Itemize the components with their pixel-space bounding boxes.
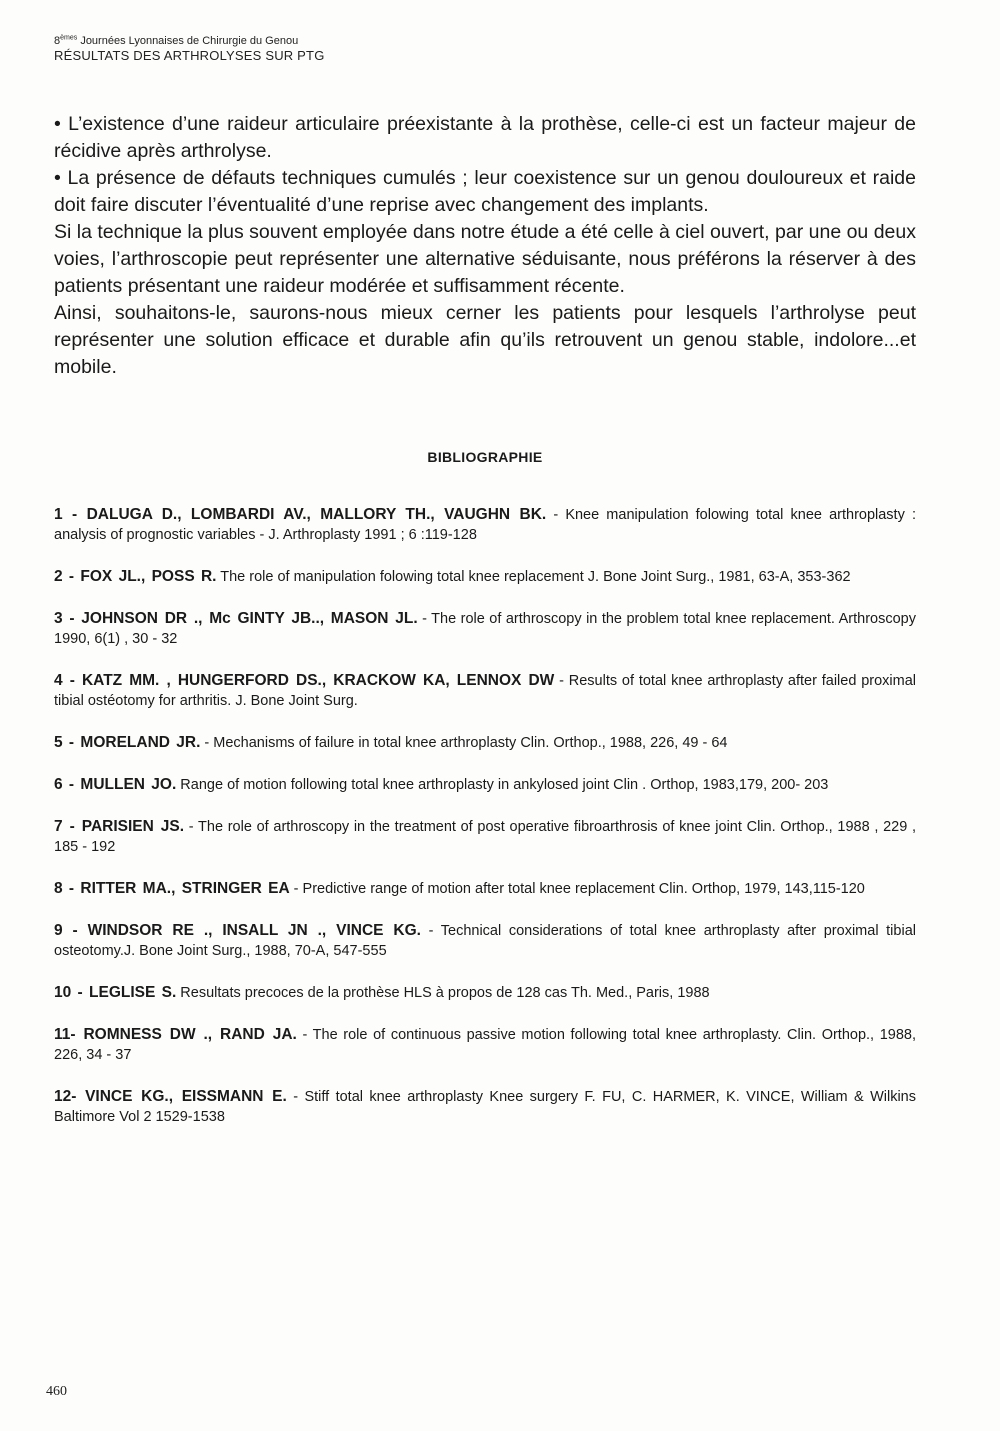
reference-text: - Stiff total knee arthroplasty Knee surgery F. FU, C. HARMER, K. VINCE, William & Wilkins Baltimore Vol 2 1529-1538 bbox=[54, 1089, 916, 1125]
reference-number: 4 - bbox=[54, 672, 82, 689]
page-number: 460 bbox=[46, 1384, 67, 1399]
reference-number: 9 - bbox=[54, 922, 88, 939]
reference-text: Resultats precoces de la prothèse HLS à propos de 128 cas Th. Med., Paris, 1988 bbox=[176, 985, 710, 1001]
reference-text: - Results of total knee arthroplasty after failed proximal tibial ostéotomy for arthritis. J. Bone Joint Surg. bbox=[54, 673, 916, 709]
body-text bbox=[54, 111, 916, 381]
reference-authors: MORELAND JR. bbox=[80, 734, 201, 751]
reference-item bbox=[54, 983, 916, 1003]
reference-text: - Predictive range of motion after total knee replacement Clin. Orthop, 1979, 143,115-120 bbox=[289, 881, 865, 897]
edition-number: 8 bbox=[54, 35, 61, 47]
reference-item bbox=[54, 817, 916, 857]
reference-number: 7 - bbox=[54, 818, 82, 835]
reference-number: 11- bbox=[54, 1026, 84, 1043]
reference-number: 3 - bbox=[54, 610, 82, 627]
running-header bbox=[54, 34, 916, 48]
reference-authors: WINDSOR RE ., INSALL JN ., VINCE KG. bbox=[87, 922, 421, 939]
reference-text: Range of motion following total knee arthroplasty in ankylosed joint Clin . Orthop, 1983,179, 200- 203 bbox=[176, 777, 829, 793]
reference-number: 10 - bbox=[54, 984, 90, 1001]
paragraph: Si la technique la plus souvent employée dans notre étude a été celle à ciel ouvert, par une ou deux voies, l’arthroscopie peut représenter une alternative séduisante, nous préférons la réserver à des patients présentant une raideur modérée et suffisamment récente. bbox=[54, 221, 916, 297]
running-title: RÉSULTATS DES ARTHROLYSES SUR PTG bbox=[54, 48, 325, 63]
paragraph: • La présence de défauts techniques cumulés ; leur coexistence sur un genou douloureux et raide doit faire discuter l’éventualité d’une reprise avec changement des implants. bbox=[54, 167, 916, 216]
reference-authors: KATZ MM. , HUNGERFORD DS., KRACKOW KA, LENNOX DW bbox=[81, 672, 555, 689]
reference-number: 8 - bbox=[54, 880, 81, 897]
reference-item bbox=[54, 671, 916, 711]
reference-text: - The role of continuous passive motion following total knee arthroplasty. Clin. Orthop., 1988, 226, 34 - 37 bbox=[54, 1027, 917, 1063]
reference-authors: LEGLISE S. bbox=[89, 984, 177, 1001]
paragraph: • L’existence d’une raideur articulaire préexistante à la prothèse, celle-ci est un facteur majeur de récidive après arthrolyse. bbox=[54, 113, 916, 162]
reference-authors: JOHNSON DR ., Mc GINTY JB.., MASON JL. bbox=[81, 610, 418, 627]
reference-item bbox=[54, 1025, 916, 1065]
reference-number: 12- bbox=[54, 1088, 86, 1105]
reference-number: 1 - bbox=[54, 506, 87, 523]
reference-item bbox=[54, 505, 916, 545]
reference-item bbox=[54, 567, 916, 587]
reference-text: - The role of arthroscopy in the problem total knee replacement. Arthroscopy 1990, 6(1) , 30 - 32 bbox=[54, 611, 916, 647]
reference-number: 2 - bbox=[54, 568, 81, 585]
reference-text: The role of manipulation folowing total knee replacement J. Bone Joint Surg., 1981, 63-A, 353-362 bbox=[216, 569, 851, 585]
reference-text: - Knee manipulation folowing total knee arthroplasty : analysis of prognostic variables - J. Arthroplasty 1991 ; 6 :119-128 bbox=[54, 507, 916, 543]
reference-authors: FOX JL., POSS R. bbox=[80, 568, 217, 585]
reference-authors: VINCE KG., EISSMANN E. bbox=[85, 1088, 287, 1105]
conference-name: Journées Lyonnaises de Chirurgie du Genou bbox=[80, 35, 299, 47]
bibliography-list bbox=[54, 505, 916, 1127]
document-page bbox=[54, 34, 916, 1149]
reference-authors: DALUGA D., LOMBARDI AV., MALLORY TH., VAUGHN BK. bbox=[86, 506, 547, 523]
reference-item bbox=[54, 1087, 916, 1127]
paragraph: Ainsi, souhaitons-le, saurons-nous mieux cerner les patients pour lesquels l’arthrolyse peut représenter une solution efficace et durable afin qu’ils retrouvent un genou stable, indolore...et mobile. bbox=[54, 302, 916, 378]
reference-number: 6 - bbox=[54, 776, 81, 793]
bibliography-heading: BIBLIOGRAPHIE bbox=[427, 449, 543, 465]
reference-authors: MULLEN JO. bbox=[80, 776, 177, 793]
reference-authors: RITTER MA., STRINGER EA bbox=[80, 880, 290, 897]
reference-text: - The role of arthroscopy in the treatment of post operative fibroarthrosis of knee joint Clin. Orthop., 1988 , 229 , 185 - 192 bbox=[54, 819, 916, 855]
edition-suffix: èmes bbox=[60, 34, 78, 42]
reference-authors: ROMNESS DW ., RAND JA. bbox=[83, 1026, 297, 1043]
reference-item bbox=[54, 609, 916, 649]
reference-item bbox=[54, 879, 916, 899]
reference-text: - Mechanisms of failure in total knee arthroplasty Clin. Orthop., 1988, 226, 49 - 64 bbox=[200, 735, 728, 751]
reference-authors: PARISIEN JS. bbox=[81, 818, 185, 835]
reference-text: - Technical considerations of total knee arthroplasty after proximal tibial osteotomy.J. Bone Joint Surg., 1988, 70-A, 547-555 bbox=[54, 923, 916, 959]
reference-item bbox=[54, 775, 916, 795]
reference-item bbox=[54, 733, 916, 753]
reference-item bbox=[54, 921, 916, 961]
reference-number: 5 - bbox=[54, 734, 81, 751]
